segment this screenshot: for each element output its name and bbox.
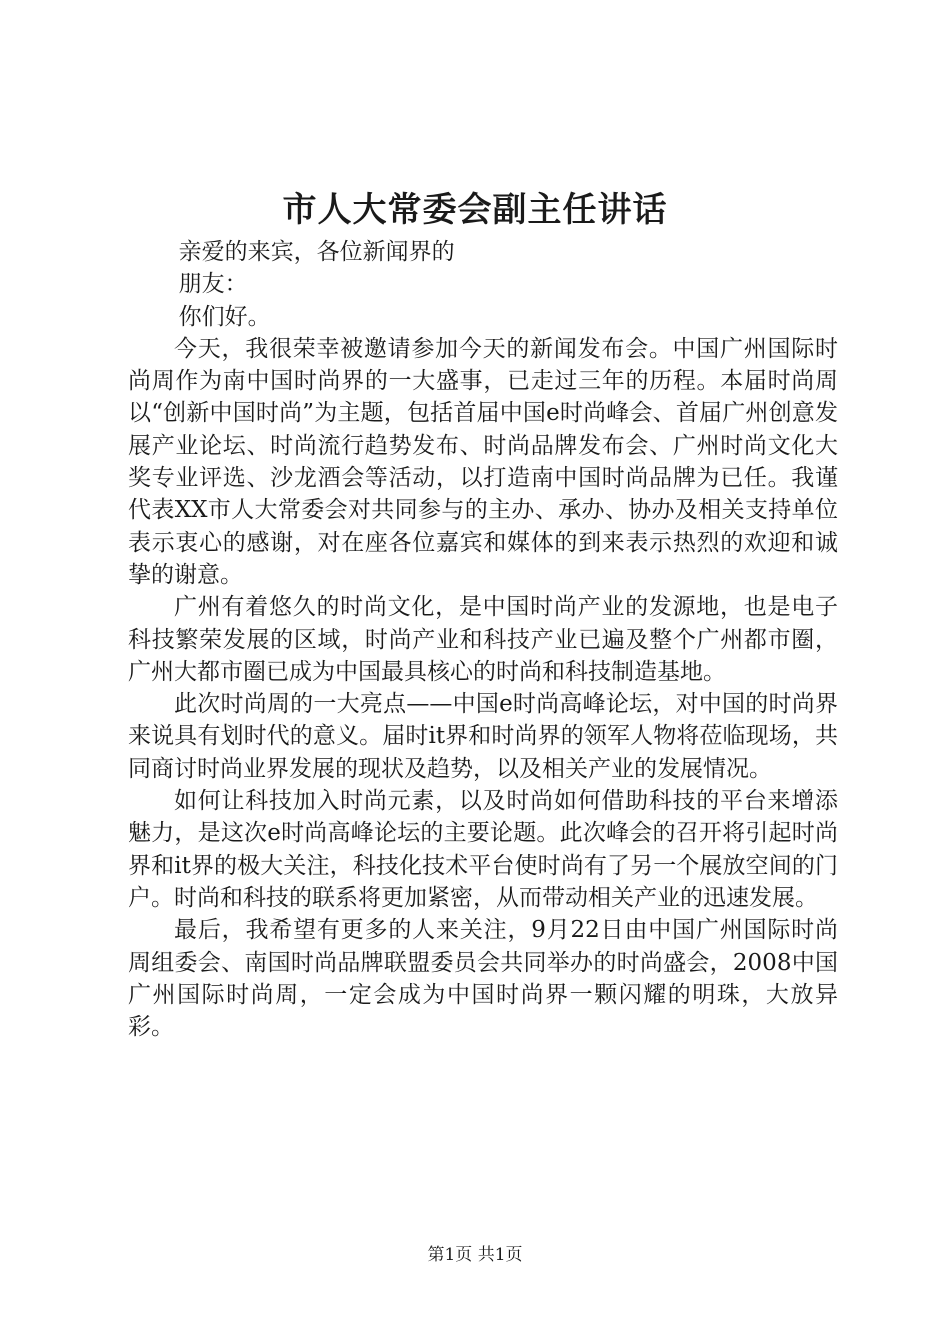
paragraph-2: 广州有着悠久的时尚文化，是中国时尚产业的发源地，也是电子科技繁荣发展的区域，时尚产业和科技产业已遍及整个广州都市圈，广州大都市圈已成为中国最具核心的时尚和科技制造基地。 bbox=[128, 594, 838, 685]
salutation-line-1: 亲爱的来宾，各位新闻界的 bbox=[178, 239, 455, 265]
paragraph-1: 今天，我很荣幸被邀请参加今天的新闻发布会。中国广州国际时尚周作为南中国时尚界的一大盛事，已走过三年的历程。本届时尚周以“创新中国时尚”为主题，包括首届中国e时尚峰会、首届广州创意发展产业论坛、时尚流行趋势发布、时尚品牌发布会、广州时尚文化大奖专业评选、沙龙酒会等活动，以打造南中国时尚品牌为已任。我谨代表XX市人大常委会对共同参与的主办、承办、协办及相关支持单位表示衷心的感谢，对在座各位嘉宾和媒体的到来表示热烈的欢迎和诚挚的谢意。 bbox=[128, 335, 838, 588]
paragraph-5: 最后，我希望有更多的人来关注，9月22日由中国广州国际时尚周组委会、南国时尚品牌联盟委员会共同举办的时尚盛会，2008中国广州国际时尚周，一定会成为中国时尚界一颗闪耀的明珠，大放异彩。 bbox=[128, 917, 838, 1041]
paragraph-3: 此次时尚周的一大亮点——中国e时尚高峰论坛，对中国的时尚界来说具有划时代的意义。届时it界和时尚界的领军人物将莅临现场，共同商讨时尚业界发展的现状及趋势，以及相关产业的发展情况。 bbox=[128, 691, 838, 782]
salutation-line-2: 朋友： bbox=[178, 271, 248, 298]
document-title: 市人大常委会副主任讲话 bbox=[282, 190, 668, 230]
greeting-line: 你们好。 bbox=[178, 303, 271, 330]
page-footer: 第1页 共1页 bbox=[427, 1245, 523, 1265]
document-body bbox=[128, 236, 838, 1043]
paragraph-4: 如何让科技加入时尚元素，以及时尚如何借助科技的平台来增添魅力，是这次e时尚高峰论坛的主要论题。此次峰会的召开将引起时尚界和it界的极大关注，科技化技术平台使时尚有了另一个展放空间的门户。时尚和科技的联系将更加紧密，从而带动相关产业的迅速发展。 bbox=[128, 788, 838, 911]
